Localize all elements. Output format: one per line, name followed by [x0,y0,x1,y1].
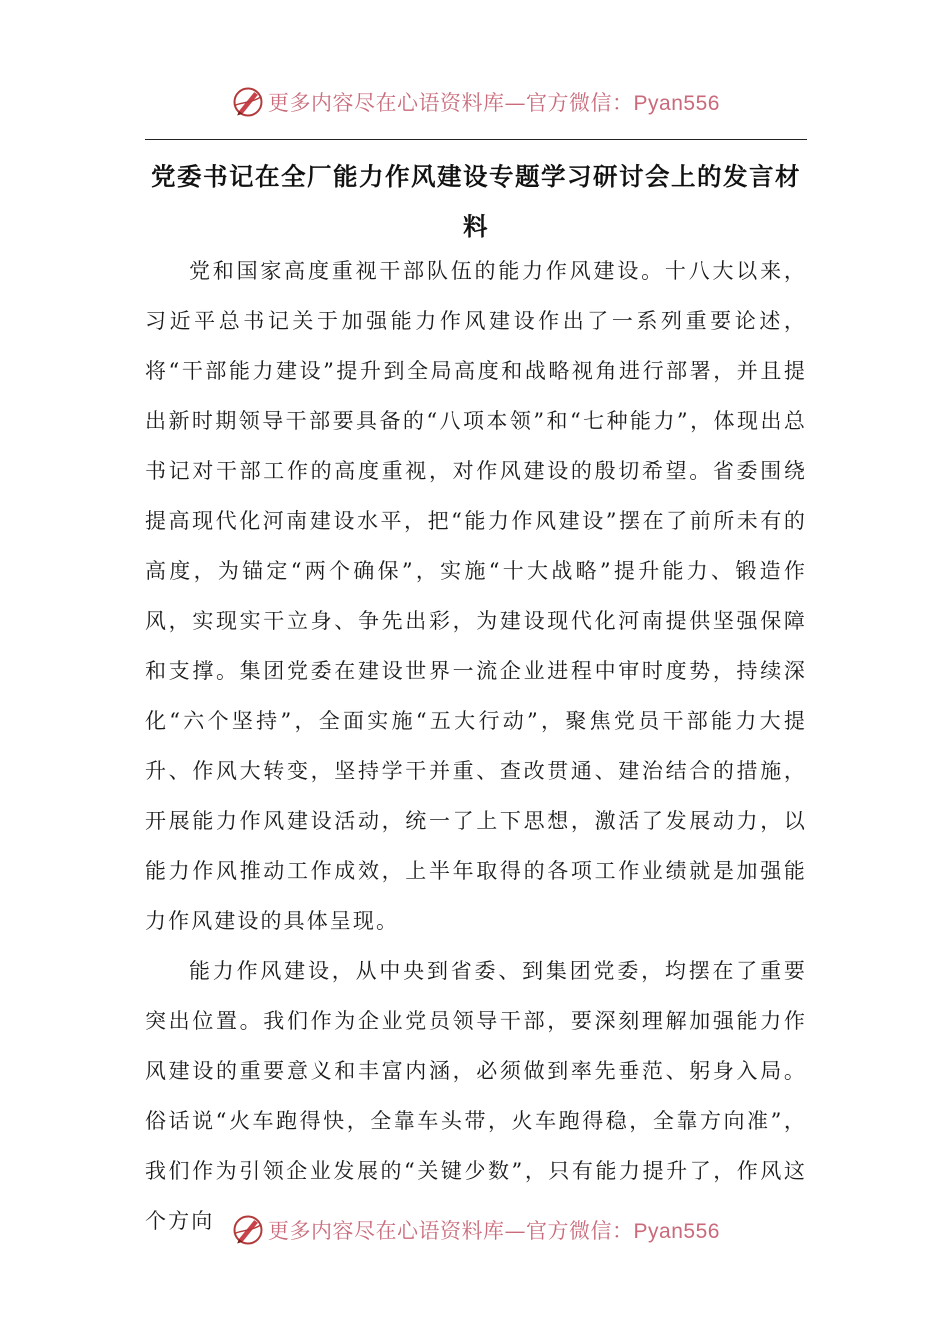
paragraph-1: 党和国家高度重视干部队伍的能力作风建设。十八大以来，习近平总书记关于加强能力作风建设作出了一系列重要论述，将“干部能力建设”提升到全局高度和战略视角进行部署，并且提出新时期领导干部要具备的“八项本领”和“七种能力”，体现出总书记对干部工作的高度重视，对作风建设的殷切希望。省委围绕提高现代化河南建设水平，把“能力作风建设”摆在了前所未有的高度，为锚定“两个确保”，实施“十大战略”提升能力、锻造作风，实现实干立身、争先出彩，为建设现代化河南提供坚强保障和支撑。集团党委在建设世界一流企业进程中审时度势，持续深化“六个坚持”，全面实施“五大行动”，聚焦党员干部能力大提升、作风大转变，坚持学干并重、查改贯通、建治结合的措施，开展能力作风建设活动，统一了上下思想，激活了发展动力，以能力作风推动工作成效，上半年取得的各项工作业绩就是加强能力作风建设的具体呈现。 [145,259,807,933]
document-body [145,246,807,1246]
banner-official-label: 官方微信： [526,91,634,115]
banner-official-label: 官方微信： [526,1219,634,1243]
banner-wechat-id: Pyan556 [633,1220,720,1243]
banner-separator: — [504,91,527,115]
banner-main-text: 更多内容尽在心语资料库 [268,91,505,115]
banner-main-text: 更多内容尽在心语资料库 [268,1219,505,1243]
header-banner [0,82,950,122]
footer-banner [0,1210,950,1250]
banner-wechat-id: Pyan556 [633,92,720,115]
pen-logo-icon [230,1212,266,1248]
document-title: 党委书记在全厂能力作风建设专题学习研讨会上的发言材料 [151,162,801,241]
header-divider [145,139,807,140]
banner-separator: — [504,1219,527,1243]
paragraph-2: 能力作风建设，从中央到省委、到集团党委，均摆在了重要突出位置。我们作为企业党员领导干部，要深刻理解加强能力作风建设的重要意义和丰富内涵，必须做到率先垂范、躬身入局。俗话说“火车跑得快，全靠车头带，火车跑得稳，全靠方向准”，我们作为引领企业发展的“关键少数”，只有能力提升了，作风这个方向 [145,959,807,1233]
pen-logo-icon [230,84,266,120]
